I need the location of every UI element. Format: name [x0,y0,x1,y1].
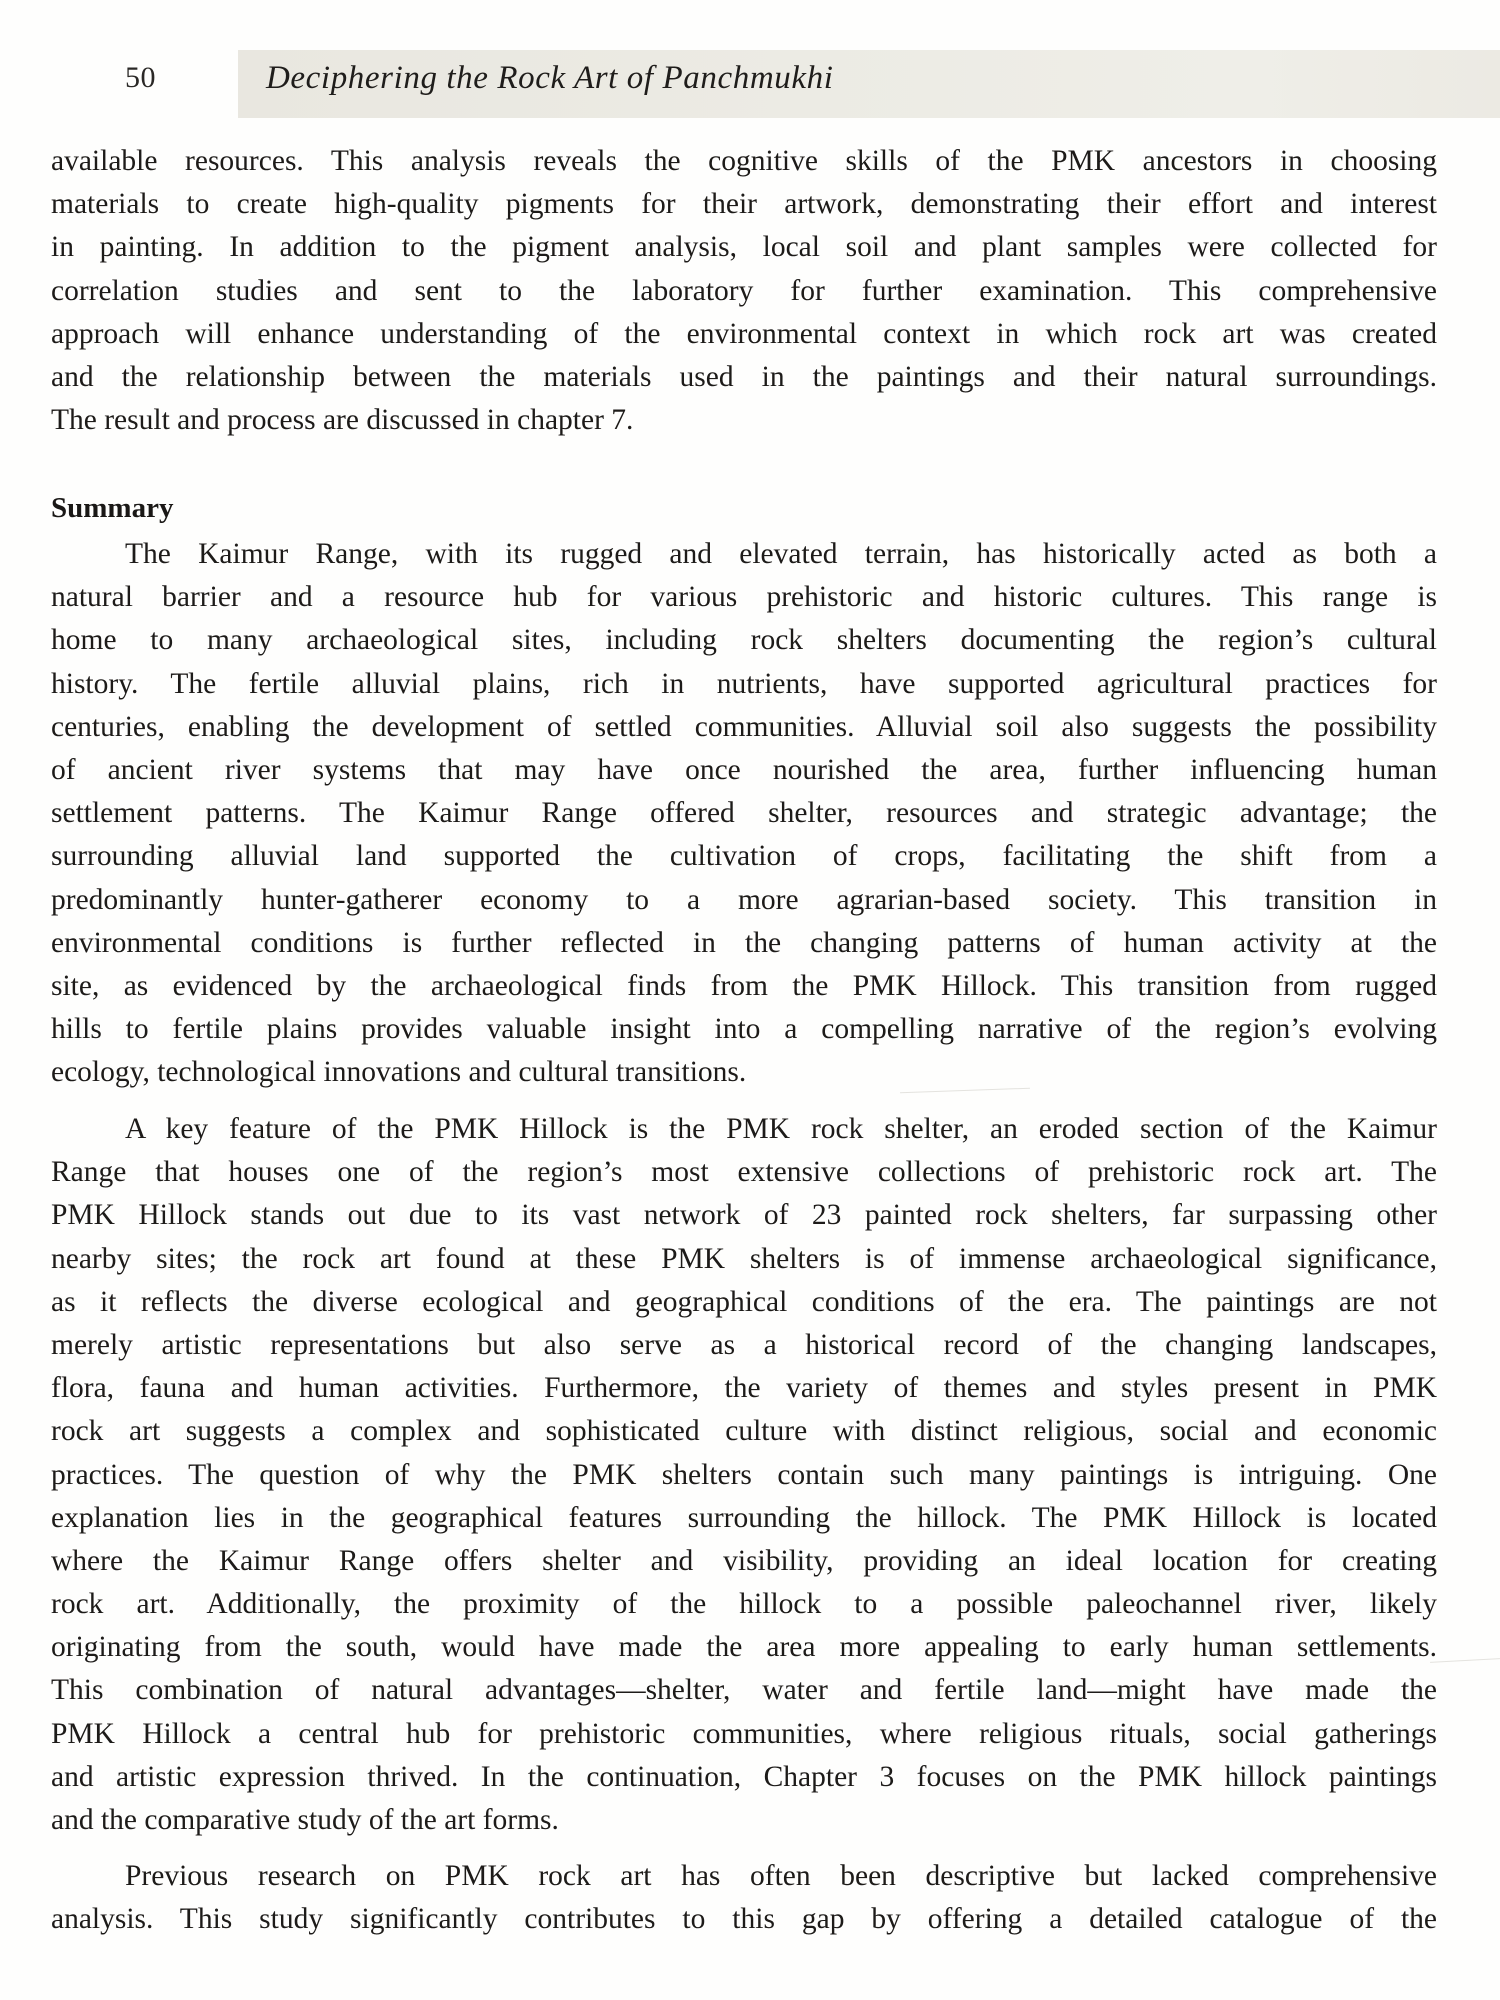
running-title: Deciphering the Rock Art of Panchmukhi [266,60,834,96]
text-line: where the Kaimur Range offers shelter and visibility, providing an ideal location for creating [51,1544,1437,1577]
text-line: natural barrier and a resource hub for various prehistoric and historic cultures. This range is [51,581,1437,614]
text-line: rock art. Additionally, the proximity of the hillock to a possible paleochannel river, likely [51,1588,1437,1621]
text-line: in painting. In addition to the pigment analysis, local soil and plant samples were collected for [51,231,1437,264]
text-line: ecology, technological innovations and cultural transitions. [51,1056,747,1089]
text-line: environmental conditions is further reflected in the changing patterns of human activity at the [51,926,1437,959]
text-line: and the comparative study of the art forms. [51,1804,559,1836]
text-line: materials to create high-quality pigments for their artwork, demonstrating their effort and interest [51,188,1437,221]
text-line: flora, fauna and human activities. Furthermore, the variety of themes and styles present in PMK [51,1372,1437,1405]
text-line: history. The fertile alluvial plains, rich in nutrients, have supported agricultural practices for [51,667,1437,700]
text-line: Range that houses one of the region’s most extensive collections of prehistoric rock art. The [51,1156,1437,1189]
text-line: predominantly hunter-gatherer economy to a more agrarian-based society. This transition in [51,883,1437,916]
text-line: of ancient river systems that may have once nourished the area, further influencing human [51,753,1437,786]
paragraph-pmk-hillock [51,1108,1437,1842]
text-line: PMK Hillock stands out due to its vast network of 23 painted rock shelters, far surpassing other [51,1199,1437,1232]
text-line: site, as evidenced by the archaeological finds from the PMK Hillock. This transition from rugged [51,969,1437,1002]
paragraph-previous-research [51,1855,1437,1941]
page-number: 50 [125,61,156,94]
text-line: hills to fertile plains provides valuable insight into a compelling narrative of the region’s evolving [51,1013,1437,1046]
text-line: PMK Hillock a central hub for prehistoric communities, where religious rituals, social gatherings [51,1717,1437,1750]
text-line: analysis. This study significantly contributes to this gap by offering a detailed catalogue of the [51,1903,1437,1936]
text-line: merely artistic representations but also serve as a historical record of the changing landscapes, [51,1328,1437,1361]
text-line: originating from the south, would have made the area more appealing to early human settlements. [51,1631,1437,1664]
text-line: centuries, enabling the development of settled communities. Alluvial soil also suggests the possibility [51,710,1437,743]
text-line: practices. The question of why the PMK shelters contain such many paintings is intriguing. One [51,1458,1437,1491]
text-line: rock art suggests a complex and sophisticated culture with distinct religious, social and economic [51,1415,1437,1448]
text-line: The Kaimur Range, with its rugged and elevated terrain, has historically acted as both a [125,538,1437,570]
text-line: Previous research on PMK rock art has often been descriptive but lacked comprehensive [125,1860,1437,1892]
paragraph-continuation [51,140,1437,442]
text-line: home to many archaeological sites, including rock shelters documenting the region’s cultural [51,624,1437,657]
text-line: settlement patterns. The Kaimur Range offered shelter, resources and strategic advantage; the [51,797,1437,830]
text-line: surrounding alluvial land supported the cultivation of crops, facilitating the shift from a [51,840,1437,873]
text-line: as it reflects the diverse ecological and geographical conditions of the era. The paintings are not [51,1285,1437,1318]
text-line: The result and process are discussed in chapter 7. [51,404,634,437]
text-line: nearby sites; the rock art found at these PMK shelters is of immense archaeological significance, [51,1242,1437,1275]
section-heading-summary: Summary [51,492,174,524]
text-line: and the relationship between the materials used in the paintings and their natural surroundings. [51,360,1437,393]
text-line: A key feature of the PMK Hillock is the PMK rock shelter, an eroded section of the Kaimur [125,1113,1437,1145]
text-line: correlation studies and sent to the laboratory for further examination. This comprehensive [51,274,1437,307]
text-line: explanation lies in the geographical features surrounding the hillock. The PMK Hillock is located [51,1501,1437,1534]
text-line: available resources. This analysis reveals the cognitive skills of the PMK ancestors in choosing [51,145,1437,177]
scan-artifact [1430,1658,1500,1663]
text-line: This combination of natural advantages—shelter, water and fertile land—might have made the [51,1674,1437,1707]
paragraph-kaimur-range [51,533,1437,1094]
text-line: approach will enhance understanding of the environmental context in which rock art was created [51,317,1437,350]
text-line: and artistic expression thrived. In the continuation, Chapter 3 focuses on the PMK hillock paintings [51,1760,1437,1793]
